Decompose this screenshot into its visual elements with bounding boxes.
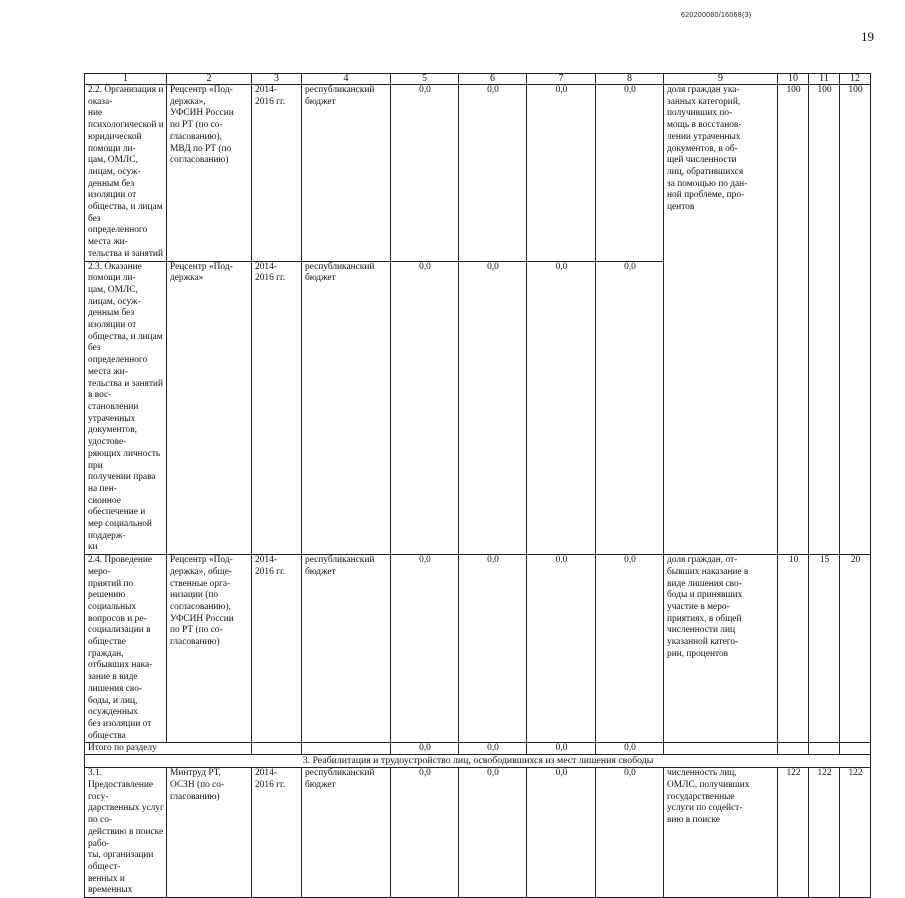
period: 2014- 2016 гг. <box>252 261 302 555</box>
target-value: 100 <box>840 85 871 555</box>
empty-cell <box>252 743 302 755</box>
indicator: доля граждан ука- занных категорий, получивших по- мощь в восстанов- лении утраченных документов, в об- щей численности лиц, обратившихся за помощью по дан- ной проблеме, про- центов <box>664 85 778 555</box>
indicator: доля граждан, от- бывших наказание в виде лишения сво- боды и принявших участие в меро- приятиях, в общей численности лиц указанной катего- рии, процентов <box>664 555 778 743</box>
empty-cell <box>778 743 809 755</box>
funding-source: республиканский бюджет <box>302 555 391 743</box>
total-label: Итого по разделу <box>85 743 252 755</box>
executor: Рецсентр «Под- держка» <box>167 261 252 555</box>
header-cell: 6 <box>459 74 527 85</box>
target-value: 10 <box>778 555 809 743</box>
header-row <box>85 74 871 85</box>
total-value: 0,0 <box>527 743 596 755</box>
value-cell: 0,0 <box>527 85 596 262</box>
period: 2014- 2016 гг. <box>252 768 302 898</box>
target-value: 100 <box>778 85 809 555</box>
header-cell: 10 <box>778 74 809 85</box>
measure-name: 2.2. Организация и оказа- ние психологической и юридической помощи ли- цам, ОМЛС, лицам, осуж- денным без изоляции от общества, и лицам без определенного места жи- тельства и занятий <box>85 85 167 262</box>
empty-cell <box>302 743 391 755</box>
value-cell: 0,0 <box>596 261 664 555</box>
executor: Рецсентр «Под- держка», обще- ственные орга- низации (по согласованию), УФСИН России по РТ (по со- гласованию) <box>167 555 252 743</box>
page-number: 19 <box>861 29 874 44</box>
total-value: 0,0 <box>459 743 527 755</box>
value-cell: 0,0 <box>527 555 596 743</box>
target-value: 15 <box>809 555 840 743</box>
measure-name: 3.1. Предоставление госу- дарственных услуг по со- действию в поиске рабо- ты, организации общест- венных и временных <box>85 768 167 898</box>
value-cell: 0,0 <box>459 85 527 262</box>
table-row <box>85 85 871 262</box>
program-table <box>84 73 871 898</box>
section-heading: 3. Реабилитация и трудоустройство лиц, освободившихся из мест лишения свободы <box>85 755 871 768</box>
header-cell: 2 <box>167 74 252 85</box>
empty-cell <box>664 743 778 755</box>
value-cell: 0,0 <box>459 768 527 898</box>
document-id: 620200080/16068(3) <box>681 12 752 19</box>
target-value: 20 <box>840 555 871 743</box>
total-value: 0,0 <box>391 743 459 755</box>
table-row <box>85 555 871 743</box>
indicator: численность лиц, ОМЛС, получивших государственные услуги по содейст- вию в поиске <box>664 768 778 898</box>
value-cell: 0,0 <box>391 85 459 262</box>
value-cell: 0,0 <box>391 768 459 898</box>
value-cell: 0,0 <box>459 555 527 743</box>
total-value: 0,0 <box>596 743 664 755</box>
executor: Минтруд РТ, ОСЗН (по со- гласованию) <box>167 768 252 898</box>
target-value: 100 <box>809 85 840 555</box>
header-cell: 9 <box>664 74 778 85</box>
header-cell: 11 <box>809 74 840 85</box>
target-value: 122 <box>809 768 840 898</box>
value-cell: 0,0 <box>596 85 664 262</box>
value-cell: 0,0 <box>391 261 459 555</box>
executor: Рецсентр «Под- держка», УФСИН России по РТ (по со- гласованию), МВД по РТ (по согласованию) <box>167 85 252 262</box>
period: 2014- 2016 гг. <box>252 85 302 262</box>
header-cell: 5 <box>391 74 459 85</box>
value-cell: 0,0 <box>527 768 596 898</box>
measure-name: 2.4. Проведение меро- приятий по решению социальных вопросов и ре- социализации в обществе граждан, отбывших нака- зание в виде лишения сво- боды, и лиц, осужденных без изоляции от общества <box>85 555 167 743</box>
value-cell: 0,0 <box>596 768 664 898</box>
value-cell: 0,0 <box>527 261 596 555</box>
header-cell: 1 <box>85 74 167 85</box>
funding-source: республиканский бюджет <box>302 768 391 898</box>
empty-cell <box>809 743 840 755</box>
total-row <box>85 743 871 755</box>
value-cell: 0,0 <box>391 555 459 743</box>
header-cell: 3 <box>252 74 302 85</box>
empty-cell <box>840 743 871 755</box>
header-cell: 12 <box>840 74 871 85</box>
section-row <box>85 755 871 768</box>
funding-source: республиканский бюджет <box>302 85 391 262</box>
funding-source: республиканский бюджет <box>302 261 391 555</box>
value-cell: 0,0 <box>459 261 527 555</box>
measure-name: 2.3. Оказание помощи ли- цам, ОМЛС, лицам, осуж- денным без изоляции от общества, и лицам без определенного места жи- тельства и занятий в вос- становлении утраченных документов, удостове- ряющих личность при получении права на пен- сионное обеспечение и мер социальной поддерж- ки <box>85 261 167 555</box>
target-value: 122 <box>840 768 871 898</box>
period: 2014- 2016 гг. <box>252 555 302 743</box>
table-row <box>85 768 871 898</box>
header-cell: 7 <box>527 74 596 85</box>
header-cell: 4 <box>302 74 391 85</box>
target-value: 122 <box>778 768 809 898</box>
value-cell: 0,0 <box>596 555 664 743</box>
header-cell: 8 <box>596 74 664 85</box>
